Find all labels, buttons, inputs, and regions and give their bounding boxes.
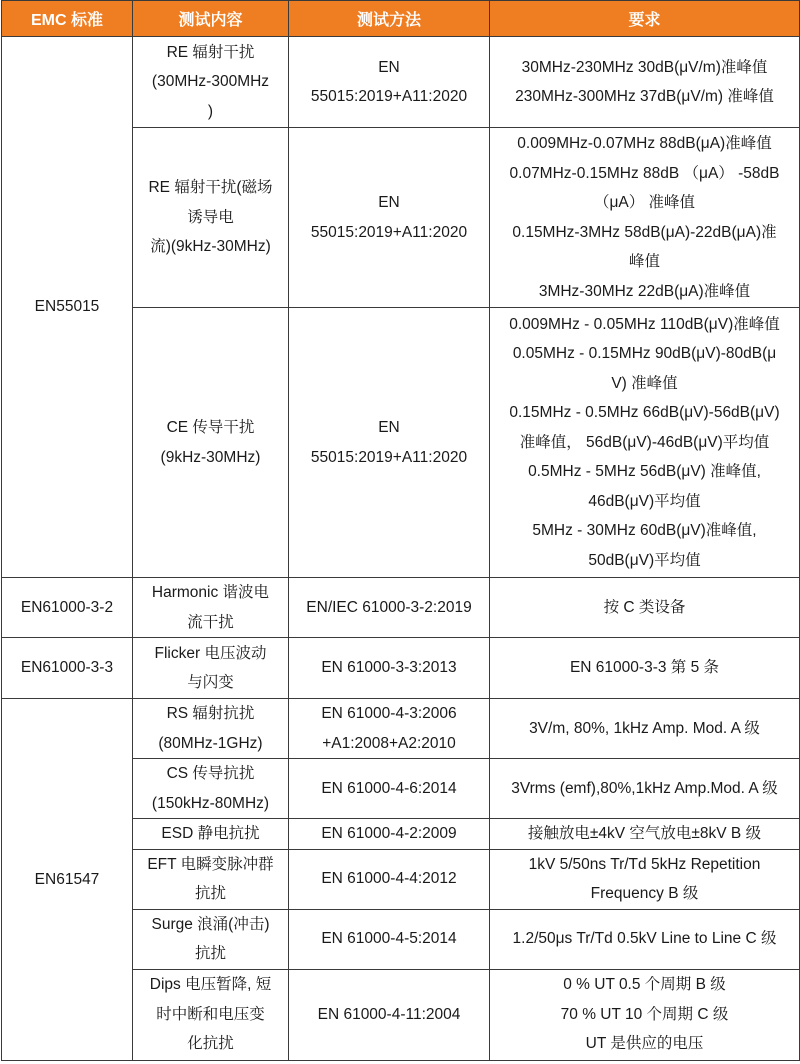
content-cell: CE 传导干扰 (9kHz-30MHz) [133,308,289,578]
requirement-cell: 1kV 5/50ns Tr/Td 5kHz Repetition Frequency B 级 [490,849,800,909]
header-emc-standard: EMC 标准 [2,1,133,37]
requirement-cell: 按 C 类设备 [490,578,800,638]
header-test-method: 测试方法 [289,1,490,37]
content-cell: RS 辐射抗扰 (80MHz-1GHz) [133,699,289,759]
standard-cell: EN55015 [2,37,133,578]
method-cell: EN 55015:2019+A11:2020 [289,128,490,308]
requirement-cell: 3V/m, 80%, 1kHz Amp. Mod. A 级 [490,699,800,759]
content-cell: Dips 电压暂降, 短 时中断和电压变 化抗扰 [133,969,289,1060]
table-header-row [2,1,800,37]
requirement-cell: EN 61000-3-3 第 5 条 [490,638,800,699]
content-cell: RE 辐射干扰 (30MHz-300MHz ) [133,37,289,128]
method-cell: EN 61000-3-3:2013 [289,638,490,699]
requirement-cell: 0 % UT 0.5 个周期 B 级 70 % UT 10 个周期 C 级 UT 是供应的电压 [490,969,800,1060]
method-cell: EN 61000-4-6:2014 [289,759,490,819]
content-cell: CS 传导抗扰 (150kHz-80MHz) [133,759,289,819]
method-cell: EN 61000-4-4:2012 [289,849,490,909]
content-cell: RE 辐射干扰(磁场 诱导电 流)(9kHz-30MHz) [133,128,289,308]
method-cell: EN 55015:2019+A11:2020 [289,308,490,578]
requirement-cell: 3Vrms (emf),80%,1kHz Amp.Mod. A 级 [490,759,800,819]
method-cell: EN/IEC 61000-3-2:2019 [289,578,490,638]
content-cell: Harmonic 谐波电 流干扰 [133,578,289,638]
requirement-cell: 0.009MHz - 0.05MHz 110dB(μV)准峰值 0.05MHz - 0.15MHz 90dB(μV)-80dB(μ V) 准峰值 0.15MHz - 0.5MHz 66dB(μV)-56dB(μV) 准峰值， 56dB(μV)-46dB(μV)平均值 0.5MHz - 5MHz 56dB(μV) 准峰值, 46dB(μV)平均值 5MHz - 30MHz 60dB(μV)准峰值, 50dB(μV)平均值 [490,308,800,578]
method-cell: EN 61000-4-2:2009 [289,819,490,850]
table-row [2,37,800,128]
method-cell: EN 61000-4-5:2014 [289,909,490,969]
standard-cell: EN61000-3-2 [2,578,133,638]
table-row [2,578,800,638]
requirement-cell: 1.2/50μs Tr/Td 0.5kV Line to Line C 级 [490,909,800,969]
emc-standards-table [1,0,800,1061]
table-row [2,699,800,759]
standard-cell: EN61000-3-3 [2,638,133,699]
header-test-content: 测试内容 [133,1,289,37]
content-cell: ESD 静电抗扰 [133,819,289,850]
method-cell: EN 55015:2019+A11:2020 [289,37,490,128]
method-cell: EN 61000-4-3:2006 +A1:2008+A2:2010 [289,699,490,759]
method-cell: EN 61000-4-11:2004 [289,969,490,1060]
content-cell: Surge 浪涌(冲击) 抗扰 [133,909,289,969]
content-cell: Flicker 电压波动 与闪变 [133,638,289,699]
requirement-cell: 30MHz-230MHz 30dB(μV/m)准峰值 230MHz-300MHz 37dB(μV/m) 准峰值 [490,37,800,128]
requirement-cell: 接触放电±4kV 空气放电±8kV B 级 [490,819,800,850]
standard-cell: EN61547 [2,699,133,1061]
header-requirement: 要求 [490,1,800,37]
table-row [2,638,800,699]
requirement-cell: 0.009MHz-0.07MHz 88dB(μA)准峰值 0.07MHz-0.15MHz 88dB （μA） -58dB （μA） 准峰值 0.15MHz-3MHz 58dB(μA)-22dB(μA)准 峰值 3MHz-30MHz 22dB(μA)准峰值 [490,128,800,308]
content-cell: EFT 电瞬变脉冲群 抗扰 [133,849,289,909]
